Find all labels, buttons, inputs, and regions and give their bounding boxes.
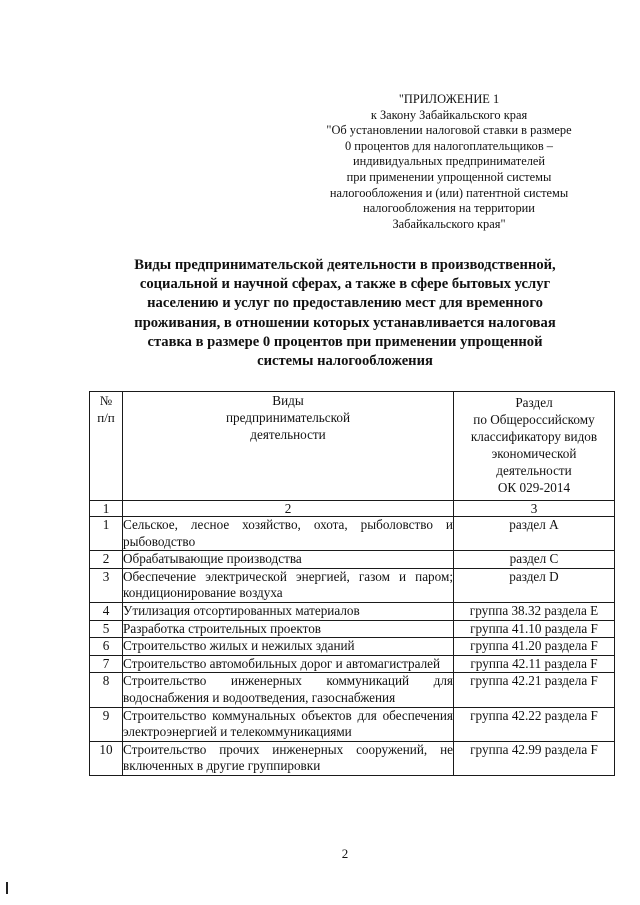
header-text: предпринимательской [225,410,351,425]
row-number: 6 [90,638,123,656]
header-text: № [99,393,113,408]
header-section [454,392,615,501]
row-activity: Строительство автомобильных дорог и автомагистралей [123,655,454,673]
table-row [90,620,615,638]
row-section: раздел A [454,517,615,551]
row-number: 5 [90,620,123,638]
title-line: социальной и научной сферах, а также в сфере бытовых услуг [139,276,551,293]
table-header-row [90,392,615,501]
row-section: группа 42.21 раздела F [454,673,615,707]
row-section: группа 41.10 раздела F [454,620,615,638]
row-section: группа 42.99 раздела F [454,741,615,775]
row-activity: Сельское, лесное хозяйство, охота, рыболовство и рыбоводство [123,517,454,551]
row-section: группа 42.22 раздела F [454,707,615,741]
scan-margin-mark [6,882,8,894]
header-number [90,392,123,501]
header-text: п/п [97,410,115,425]
row-activity: Утилизация отсортированных материалов [123,602,454,620]
header-text: по Общероссийскому [473,412,595,427]
table-row [90,638,615,656]
title-line: проживания, в отношении которых устанавливается налоговая [134,314,556,331]
column-index: 1 [90,501,123,517]
row-section: группа 42.11 раздела F [454,655,615,673]
row-number: 3 [90,568,123,602]
row-activity: Обрабатывающие производства [123,551,454,569]
row-activity: Строительство жилых и нежилых зданий [123,638,454,656]
appendix-line: налогообложения и (или) патентной системы [329,185,569,200]
appendix-line: 0 процентов для налогоплательщиков – [345,138,553,153]
row-activity: Строительство прочих инженерных сооружений, не включенных в другие группировки [123,741,454,775]
title-line: ставка в размере 0 процентов при применении упрощенной [147,333,543,350]
header-activity [123,392,454,501]
table-row [90,655,615,673]
row-number: 10 [90,741,123,775]
table-row [90,568,615,602]
row-number: 1 [90,517,123,551]
table-row [90,707,615,741]
header-text: ОК 029-2014 [497,480,571,495]
column-index: 3 [454,501,615,517]
appendix-line: при применении упрощенной системы [346,169,552,184]
row-section: группа 38.32 раздела E [454,602,615,620]
header-text: экономической [491,446,577,461]
row-number: 4 [90,602,123,620]
title-line: Виды предпринимательской деятельности в производственной, [134,257,556,273]
table-row [90,741,615,775]
page-number: 2 [341,846,349,861]
appendix-line: "Об установлении налоговой ставки в размере [326,123,572,138]
row-activity: Разработка строительных проектов [123,620,454,638]
header-text: деятельности [496,463,572,478]
row-section: раздел C [454,551,615,569]
appendix-line: индивидуальных предпринимателей [352,154,546,169]
activities-table [89,391,615,776]
appendix-line: Забайкальского края" [392,216,506,231]
table-row [90,551,615,569]
column-index-row [90,501,615,517]
table-row [90,517,615,551]
table-row [90,602,615,620]
row-activity: Обеспечение электрической энергией, газом и паром; кондиционирование воздуха [123,568,454,602]
row-number: 9 [90,707,123,741]
row-activity: Строительство инженерных коммуникаций для водоснабжения и водоотведения, газоснабжения [123,673,454,707]
column-index: 2 [123,501,454,517]
header-text: классификатору видов [470,429,598,444]
row-number: 8 [90,673,123,707]
document-title [100,256,590,371]
table-row [90,673,615,707]
appendix-line: к Закону Забайкальского края [370,107,528,122]
title-line: системы налогообложения [257,353,433,370]
appendix-line: налогообложения на территории [363,201,535,216]
row-section: группа 41.20 раздела F [454,638,615,656]
appendix-line: "ПРИЛОЖЕНИЕ 1 [398,92,500,106]
row-number: 7 [90,655,123,673]
row-activity: Строительство коммунальных объектов для обеспечения электроэнергией и телекоммуникациями [123,707,454,741]
header-text: Раздел [515,395,553,410]
title-line: населению и услуг по предоставлению мест для временного [147,295,543,312]
header-text: деятельности [250,427,326,442]
header-text: Виды [272,393,304,408]
row-section: раздел D [454,568,615,602]
appendix-header [318,92,580,232]
row-number: 2 [90,551,123,569]
